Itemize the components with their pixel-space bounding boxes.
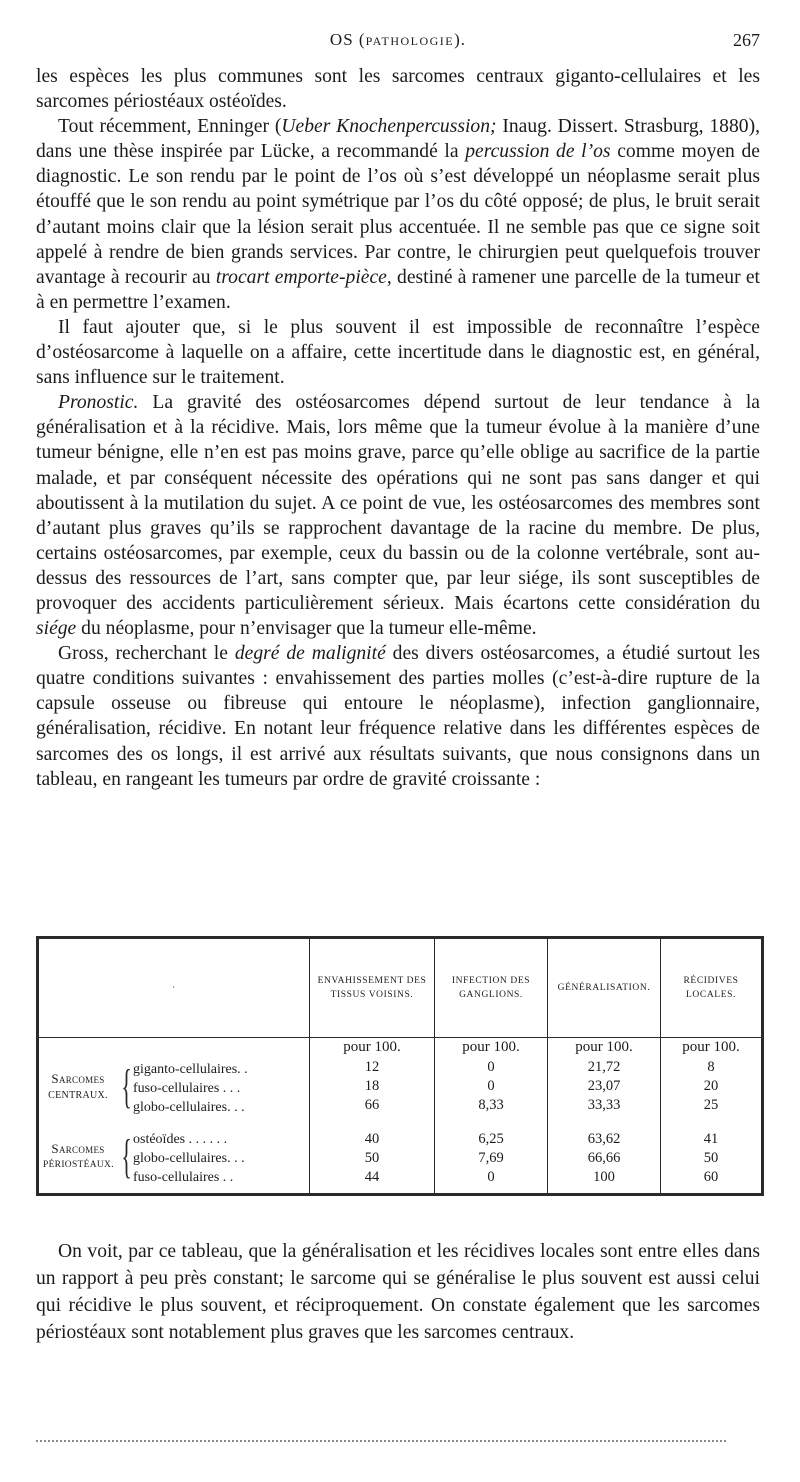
header-infection: INFECTION DES GANGLIONS.	[435, 939, 548, 1038]
cell: 25	[703, 1096, 719, 1113]
paragraph-3: Il faut ajouter que, si le plus souvent il est impossible de reconnaître l’espèce d’ostéosarcome à laquelle on a affaire, cette incertitude dans le diagnostic est, en général, sans influence sur le traitement.	[36, 316, 760, 389]
cell: 12	[364, 1058, 380, 1075]
p4-italic-siege: siége	[36, 618, 77, 640]
cell: 0	[487, 1077, 495, 1094]
cell: 63,62	[587, 1131, 621, 1148]
conclusion-paragraph: On voit, par ce tableau, que la généralisation et les récidives locales sont entre elles dans un rapport à peu près constant; le sarcome qui se généralise le plus souvent est aussi celui qui récidive le plus souvent, et réciproquement. On constate également que les sarcomes périostéaux sont notablement plus graves que les sarcomes centraux.	[36, 1241, 760, 1343]
cell: 60	[703, 1169, 719, 1186]
values-recidives	[661, 1058, 762, 1122]
row-label: globo-cellulaires. . .	[133, 1151, 245, 1167]
p5-italic-degre: degré de malignité	[234, 643, 386, 665]
paragraph-4	[36, 390, 760, 641]
paragraph-1: les espèces les plus communes sont les sarcomes centraux giganto-cellulaires et les sarcomes périostéaux ostéoïdes.	[36, 66, 760, 113]
header-envahissement: ENVAHISSEMENT DES TISSUS VOISINS.	[310, 939, 435, 1038]
page-number: 267	[733, 30, 760, 50]
values-envahissement	[310, 1058, 435, 1122]
values-generalisation	[548, 1122, 661, 1193]
values-envahissement	[310, 1122, 435, 1193]
row-label: globo-cellulaires. . .	[133, 1099, 245, 1115]
group-name-line1: Sarcomes	[51, 1141, 105, 1157]
cell: 66	[364, 1096, 380, 1113]
cell: 8,33	[478, 1096, 504, 1113]
brace-icon: {	[121, 1059, 132, 1113]
group-items	[133, 1130, 245, 1187]
cell: 7,69	[478, 1150, 504, 1167]
cell: 44	[364, 1169, 380, 1186]
group-row-centraux	[39, 1058, 761, 1122]
book-page	[36, 0, 760, 1482]
row-label: giganto-cellulaires. .	[133, 1061, 248, 1077]
row-label: fuso-cellulaires . . .	[133, 1080, 241, 1096]
unit-row	[39, 1038, 761, 1058]
row-label: fuso-cellulaires . .	[133, 1170, 234, 1186]
group-items	[133, 1060, 248, 1117]
group-name	[43, 1070, 113, 1104]
p4-text: La gravité des ostéosarcomes dépend surtout de leur tendance à la généralisation et à la récidive. Mais, lors même que la tumeur évolue à la manière d’une tumeur bénigne, elle n’en est pas moins grave, parce qu’elle oblige au sacrifice de la partie malade, et par conséquent nécessite des opérations qui ne sont pas sans danger et qui aboutissent à la mutilation du sujet. A ce point de vue, les ostéosarcomes des membres sont d’autant plus graves qu’ils se rapprochent davantage de la racine du membre. De plus, certains ostéosarcomes, par exemple, ceux du bassin ou de la colonne vertébrale, sont au-dessus des ressources de l’art, sans compter que, par leur siége, ils sont susceptibles de provoquer des accidents particulièrement sérieux. Mais écartons cette considération du	[36, 392, 760, 614]
body-text	[36, 64, 760, 792]
p2-italic-trocart: trocart emporte-pièce,	[215, 266, 392, 288]
group-label-cell	[39, 1058, 310, 1122]
cell: 33,33	[587, 1096, 621, 1113]
row-label: ostéoïdes . . . . . .	[133, 1132, 228, 1148]
group-name-line2: CENTRAUX.	[48, 1089, 108, 1101]
cell: 0	[487, 1058, 495, 1075]
cell: 21,72	[587, 1058, 621, 1075]
running-title-end: ).	[454, 30, 467, 49]
cell: 18	[364, 1077, 380, 1094]
cell: 41	[703, 1131, 719, 1148]
paragraph-5	[36, 641, 760, 792]
header-empty: ·	[39, 939, 310, 1038]
p2-text-d: destiné à ramener une parcelle de la tumeur et à en permettre l’examen.	[36, 266, 760, 313]
cell: 50	[703, 1150, 719, 1167]
unit-cell: pour 100.	[548, 1038, 661, 1058]
p2-italic-title: Ueber Knochenpercussion;	[281, 116, 497, 138]
group-name	[43, 1140, 113, 1174]
cell: 23,07	[587, 1077, 621, 1094]
data-table	[39, 939, 761, 1193]
running-title-smallcaps: PATHOLOGIE	[365, 34, 455, 48]
unit-label-cell	[39, 1038, 310, 1058]
table-header-row	[39, 939, 761, 1038]
group-name-line1: Sarcomes	[51, 1070, 105, 1086]
p2-text-a: Tout récemment, Enninger (	[58, 116, 282, 138]
paragraph-2	[36, 114, 760, 315]
running-title	[36, 30, 760, 50]
header-recidives: RÉCIDIVES LOCALES.	[661, 939, 762, 1038]
cell: 40	[364, 1131, 380, 1148]
group-row-periosteaux	[39, 1122, 761, 1193]
brace-icon: {	[121, 1130, 132, 1184]
p4-heading-pronostic: Pronostic.	[58, 392, 139, 414]
unit-cell: pour 100.	[435, 1038, 548, 1058]
p5-text-a: Gross, recherchant le	[58, 643, 235, 665]
values-infection	[435, 1122, 548, 1193]
group-name-line2: PÉRIOSTÉAUX.	[43, 1160, 114, 1171]
p2-text-c: comme moyen de diagnostic. Le son rendu par le point de l’os où s’est développé un néoplasme serait plus étouffé que le son rendu au point symétrique par l’os du côté opposé; de plus, le bruit serait d’autant moins clair que la lésion serait plus accentuée. Il ne semble pas que ce signe soit appelé à rendre de bien grands services. Par contre, le chirurgien peut quelquefois trouver avantage à recourir au	[36, 141, 760, 288]
cell: 20	[703, 1077, 719, 1094]
running-title-main: OS (	[329, 30, 366, 49]
cell: 50	[364, 1150, 380, 1167]
cell: 6,25	[478, 1131, 504, 1148]
group-label-cell	[39, 1122, 310, 1193]
cell: 66,66	[587, 1150, 621, 1167]
group-centraux	[39, 1058, 309, 1120]
malignancy-table	[36, 936, 764, 1196]
p2-text-b: Inaug. Dissert. Strasburg, 1880), dans une thèse inspirée par Lücke, a recommandé la	[36, 116, 760, 163]
p2-italic-percussion: percussion de l’os	[465, 141, 611, 163]
group-periosteaux	[39, 1128, 309, 1190]
unit-cell: pour 100.	[310, 1038, 435, 1058]
values-recidives	[661, 1122, 762, 1193]
cell: 100	[593, 1169, 615, 1186]
p4-text-end: du néoplasme, pour n’envisager que la tumeur elle-même.	[76, 618, 537, 640]
cell: 0	[487, 1169, 495, 1186]
footer-rule	[36, 1440, 726, 1442]
values-infection	[435, 1058, 548, 1122]
running-head	[36, 30, 760, 56]
cell: 8	[707, 1058, 715, 1075]
values-generalisation	[548, 1058, 661, 1122]
unit-cell: pour 100.	[661, 1038, 762, 1058]
header-generalisation: GÉNÉRALISATION.	[548, 939, 661, 1038]
conclusion-text	[36, 1238, 760, 1346]
p5-text-b: des divers ostéosarcomes, a étudié surtout les quatre conditions suivantes : envahissement des parties molles (c’est-à-dire rupture de la capsule osseuse ou fibreuse qui entoure le néoplasme), infection ganglionnaire, généralisation, récidive. En notant leur fréquence relative dans les différentes espèces de sarcomes des os longs, il est arrivé aux résultats suivants, que nous consignons dans un tableau, en rangeant les tumeurs par ordre de gravité croissante :	[36, 643, 761, 790]
